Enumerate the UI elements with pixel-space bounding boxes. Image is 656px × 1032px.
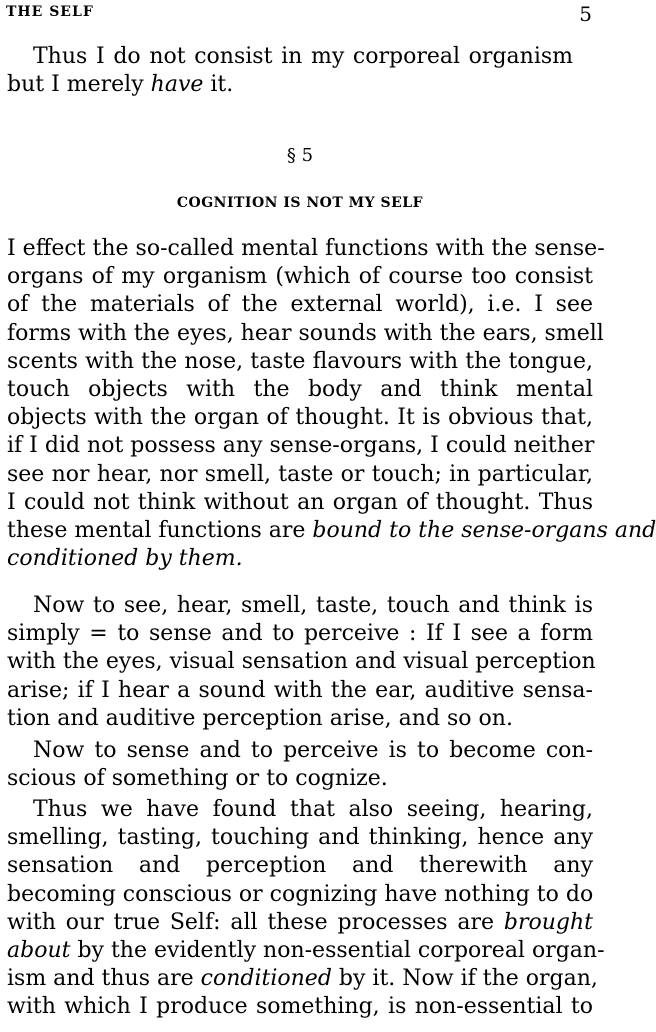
- text-line: Thus we have found that also seeing, hearing,: [33, 797, 593, 822]
- text-line: scious of something or to cognize.: [7, 766, 388, 792]
- text-line: objects with the organ of thought. It is obvious that,: [7, 405, 593, 431]
- text-line: organs of my organism (which of course too consist: [7, 264, 593, 290]
- section-heading: COGNITION IS NOT MY SELF: [176, 195, 424, 211]
- text-line: if I did not possess any sense-organs, I could neither: [7, 433, 595, 459]
- text-line: Thus I do not consist in my corporeal organism: [33, 44, 573, 69]
- text-line: [7, 545, 593, 573]
- text-line: ism and thus are conditioned by it. Now if the organ,: [7, 966, 598, 992]
- text-line: Now to sense and to perceive is to become con-: [33, 738, 593, 763]
- text-line: smelling, tasting, touching and thinking, hence any: [7, 825, 593, 851]
- text-line: scents with the nose, taste flavours with the tongue,: [7, 348, 593, 374]
- text-line: I could not think without an organ of thought. Thus: [7, 489, 593, 515]
- emphasis: have: [150, 72, 204, 98]
- text-line: about by the evidently non-essential corporeal organ-: [7, 938, 605, 964]
- text-line: but I merely have it.: [7, 72, 234, 98]
- paragraph-4: [7, 796, 605, 1022]
- emphasis: conditioned by them.: [7, 546, 243, 572]
- paragraph-1: [7, 235, 656, 573]
- page-number: 5: [579, 2, 592, 26]
- text-line: touch objects with the body and think mental: [7, 377, 593, 403]
- paragraph-3: [7, 737, 593, 793]
- text-line: sensation and perception and therewith any: [7, 853, 593, 879]
- text-line: with the eyes, visual sensation and visual perception: [7, 649, 596, 675]
- emphasis: bound to the sense-organs and: [312, 518, 656, 544]
- paragraph-2: [7, 592, 596, 733]
- text-line: simply = to sense and to perceive : If I see a form: [7, 621, 593, 647]
- intro-paragraph: [7, 43, 593, 99]
- text-line: with which I produce something, is non-essential to: [7, 994, 593, 1020]
- text-line: tion and auditive perception arise, and so on.: [7, 705, 513, 731]
- emphasis: conditioned: [200, 966, 332, 992]
- emphasis: brought: [503, 909, 593, 935]
- text-line: with our true Self: all these processes are brought: [7, 909, 593, 935]
- text-line: becoming conscious or cognizing have nothing to do: [7, 881, 594, 907]
- text-line: I effect the so-called mental functions with the sense-: [7, 236, 605, 261]
- text-line: of the materials of the external world), i.e. I see: [7, 292, 593, 318]
- emphasis: about: [7, 938, 71, 964]
- text-line: see nor hear, nor smell, taste or touch; in particular,: [7, 461, 593, 487]
- section-mark: § 5: [286, 145, 314, 166]
- text-line: these mental functions are bound to the sense-organs and: [7, 518, 656, 544]
- text-line: arise; if I hear a sound with the ear, auditive sensa-: [7, 677, 593, 703]
- running-title: THE SELF: [6, 4, 94, 20]
- text-line: forms with the eyes, hear sounds with the ears, smell: [7, 320, 604, 346]
- text-line: Now to see, hear, smell, taste, touch and think is: [33, 593, 593, 618]
